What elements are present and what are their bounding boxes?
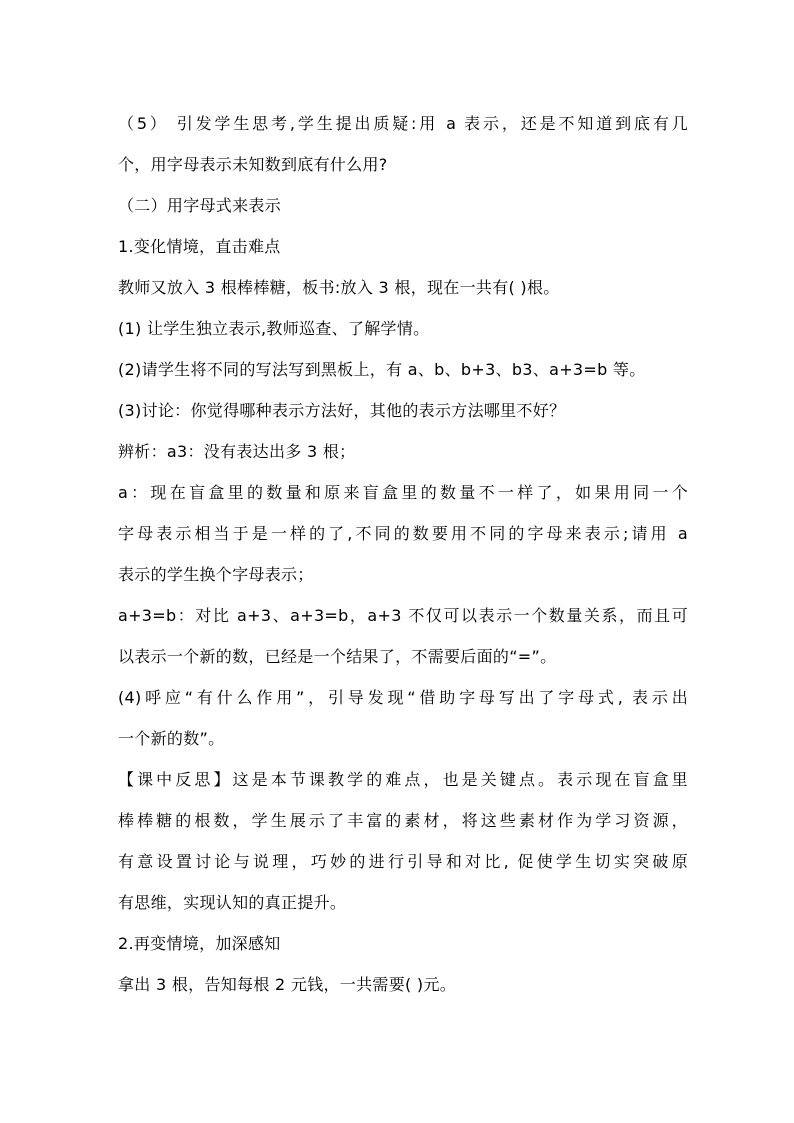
- paragraph-line: (1) 让学生独立表示,教师巡查、了解学情。: [118, 319, 430, 338]
- paragraph-line: 字母表示相当于是一样的了,不同的数要用不同的字母来表示;请用 a: [118, 524, 688, 543]
- section-heading: （二）用字母式来表示: [118, 196, 282, 215]
- subsection-heading: 2.再变情境，加深感知: [118, 934, 281, 953]
- paragraph-line: 表示的学生换个字母表示；: [118, 565, 314, 584]
- reflection-line: 有思维，实现认知的真正提升。: [118, 893, 347, 912]
- paragraph-line: 个，用字母表示未知数到底有什么用?: [118, 155, 388, 174]
- reflection-line: 【课中反思】这是本节课教学的难点，也是关键点。表示现在盲盒里: [118, 770, 688, 789]
- paragraph-line: 一个新的数”。: [118, 729, 225, 748]
- paragraph-line: a+3=b：对比 a+3、a+3=b，a+3 不仅可以表示一个数量关系，而且可: [118, 606, 688, 625]
- paragraph-line: (3)讨论：你觉得哪种表示方法好，其他的表示方法哪里不好？: [118, 401, 566, 420]
- paragraph-line: （5） 引发学生思考,学生提出质疑:用 a 表示，还是不知道到底有几: [118, 114, 688, 133]
- paragraph-line: 辨析：a3：没有表达出多 3 根；: [118, 442, 356, 461]
- reflection-line: 棒棒糖的根数，学生展示了丰富的素材，将这些素材作为学习资源，: [118, 811, 688, 830]
- paragraph-line: 以表示一个新的数，已经是一个结果了，不需要后面的“=”。: [118, 647, 557, 666]
- reflection-line: 有意设置讨论与说理，巧妙的进行引导和对比, 促使学生切实突破原: [118, 852, 688, 871]
- paragraph-line: (4)呼应“有什么作用”，引导发现“借助字母写出了字母式, 表示出: [118, 688, 688, 707]
- document-body: [118, 103, 688, 1005]
- paragraph-line: (2)请学生将不同的写法写到黑板上，有 a、b、b+3、b3、a+3=b 等。: [118, 360, 646, 379]
- paragraph-line: a：现在盲盒里的数量和原来盲盒里的数量不一样了，如果用同一个: [118, 483, 688, 502]
- paragraph-line: 教师又放入 3 根棒棒糖，板书:放入 3 根，现在一共有( )根。: [118, 278, 560, 297]
- paragraph-line: 拿出 3 根，告知每根 2 元钱，一共需要( )元。: [118, 975, 457, 994]
- subsection-heading: 1.变化情境，直击难点: [118, 237, 281, 256]
